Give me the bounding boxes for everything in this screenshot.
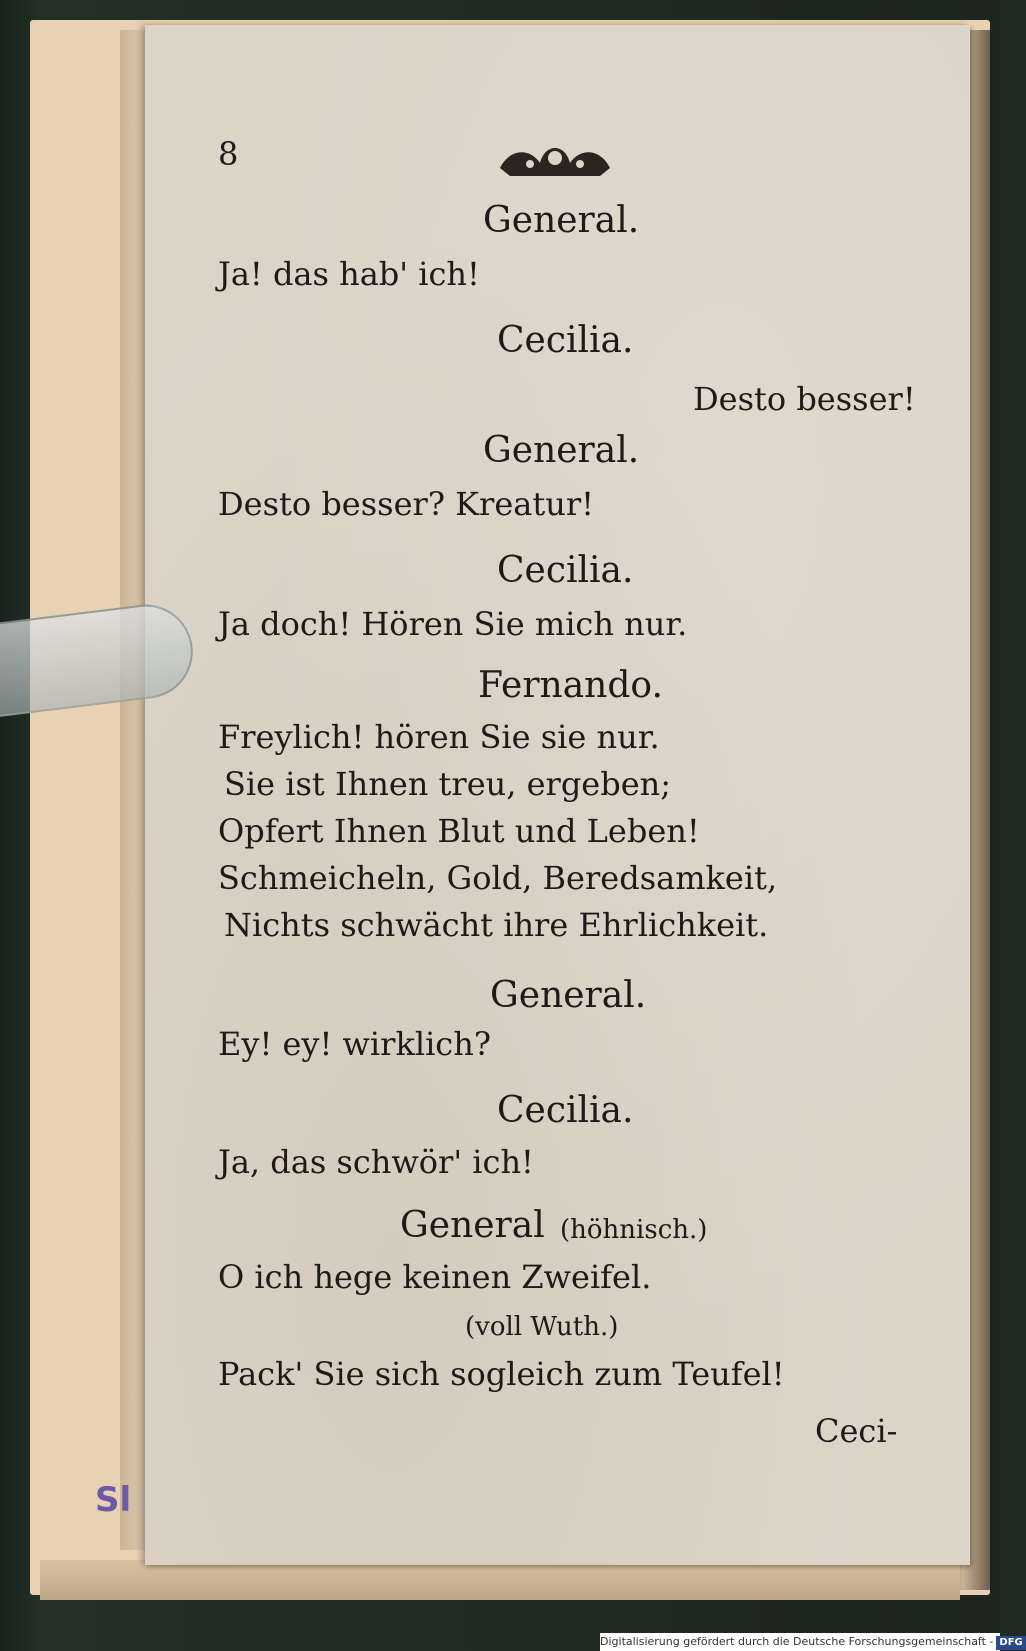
speaker-general-3: General. bbox=[490, 975, 647, 1016]
dfg-logo: DFG bbox=[996, 1636, 1025, 1650]
credit-text: Digitalisierung gefördert durch die Deutsche Forschungsgemeinschaft - bbox=[600, 1635, 994, 1648]
stage-direction-1: (höhnisch.) bbox=[560, 1215, 708, 1245]
dialogue-line-7: Opfert Ihnen Blut und Leben! bbox=[218, 812, 700, 850]
speaker-general-1: General. bbox=[483, 200, 640, 241]
dialogue-line-6: Sie ist Ihnen treu, ergeben; bbox=[224, 765, 672, 803]
library-stamp: Sl bbox=[95, 1480, 132, 1520]
speaker-cecilia-2: Cecilia. bbox=[497, 550, 634, 591]
speaker-fernando: Fernando. bbox=[478, 665, 663, 706]
page-number: 8 bbox=[218, 135, 239, 173]
speaker-cecilia-1: Cecilia. bbox=[497, 320, 634, 361]
speaker-cecilia-3: Cecilia. bbox=[497, 1090, 634, 1131]
dialogue-line-8: Schmeicheln, Gold, Beredsamkeit, bbox=[218, 859, 778, 897]
stage-direction-2: (voll Wuth.) bbox=[465, 1312, 619, 1342]
dialogue-line-12: O ich hege keinen Zweifel. bbox=[218, 1258, 652, 1296]
dialogue-line-3: Desto besser? Kreatur! bbox=[218, 485, 594, 523]
digitization-credit bbox=[600, 1633, 1023, 1651]
dialogue-line-9: Nichts schwächt ihre Ehrlichkeit. bbox=[224, 906, 769, 944]
dialogue-line-1: Ja! das hab' ich! bbox=[218, 255, 480, 293]
dialogue-line-13: Pack' Sie sich sogleich zum Teufel! bbox=[218, 1355, 785, 1393]
page-edge-bottom bbox=[40, 1560, 960, 1600]
speaker-general-2: General. bbox=[483, 430, 640, 471]
dialogue-line-10: Ey! ey! wirklich? bbox=[218, 1025, 491, 1063]
speaker-general-4: General bbox=[400, 1205, 545, 1246]
dialogue-line-4: Ja doch! Hören Sie mich nur. bbox=[218, 605, 688, 643]
dialogue-line-11: Ja, das schwör' ich! bbox=[218, 1143, 534, 1181]
dialogue-line-2: Desto besser! bbox=[693, 380, 916, 418]
dialogue-line-5: Freylich! hören Sie sie nur. bbox=[218, 718, 660, 756]
ornament-icon bbox=[490, 138, 620, 186]
catchword: Ceci- bbox=[815, 1412, 898, 1450]
